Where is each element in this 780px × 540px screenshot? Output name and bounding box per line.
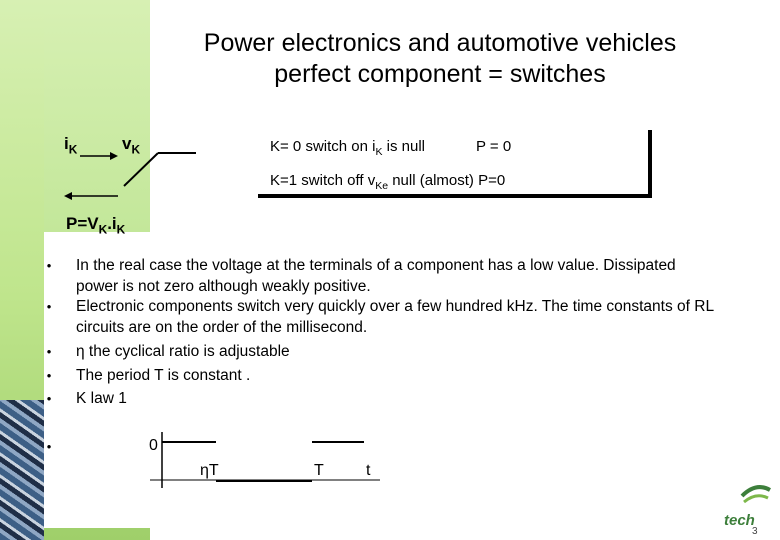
- bullet-dot: •: [46, 299, 52, 314]
- bullet-text: Electronic components switch very quickly over a few hundred kHz. The time constants of RL circuits are on the order of the millisecond.: [76, 298, 714, 336]
- power-formula: $P=V_K.i_K$: [66, 214, 126, 237]
- tech-logo-text: tech: [724, 512, 755, 529]
- bullet-text: K law 1: [76, 390, 127, 407]
- title-line-1: Power electronics and automotive vehicles: [203, 29, 677, 57]
- title-line-2: perfect component = switches: [274, 60, 606, 88]
- bullet-text: In the real case the voltage at the terminals of a component has a low value. Dissipated power is not zero although weakly positive.: [76, 257, 676, 295]
- waveform-time-label: t: [366, 462, 371, 479]
- institution-logo-icon: [738, 478, 774, 508]
- waveform-eta-t-label: ηT: [200, 462, 219, 479]
- current-symbol: $i_K$: [64, 134, 78, 157]
- waveform-zero-label: 0: [149, 437, 158, 454]
- bullet-text: η the cyclical ratio is adjustable: [76, 343, 290, 360]
- voltage-symbol: $v_K$: [122, 134, 141, 157]
- current-arrow-head: [110, 152, 118, 160]
- switching-waveform: [140, 430, 390, 490]
- condition-k1: K=1 switch off $v_{Ke}$ null (almost) P=0: [270, 172, 506, 192]
- switch-blade: [124, 153, 158, 186]
- bullet-dot: •: [46, 258, 52, 273]
- bullet-dot: •: [46, 368, 52, 383]
- bullet-dot: •: [46, 344, 52, 359]
- voltage-arrow-head: [64, 192, 72, 200]
- switch-diagram: [60, 140, 220, 210]
- page-number: 3: [752, 526, 758, 537]
- condition-k0: K= 0 switch on $i_K$ is null: [270, 138, 426, 158]
- condition-k0-power: P = 0: [476, 138, 512, 155]
- waveform-t-label: T: [314, 462, 324, 479]
- bullet-text: The period T is constant .: [76, 367, 251, 384]
- bullet-dot: •: [46, 439, 52, 454]
- background-photo: [0, 400, 44, 540]
- slide-title: [150, 28, 730, 90]
- bullet-dot: •: [46, 391, 52, 406]
